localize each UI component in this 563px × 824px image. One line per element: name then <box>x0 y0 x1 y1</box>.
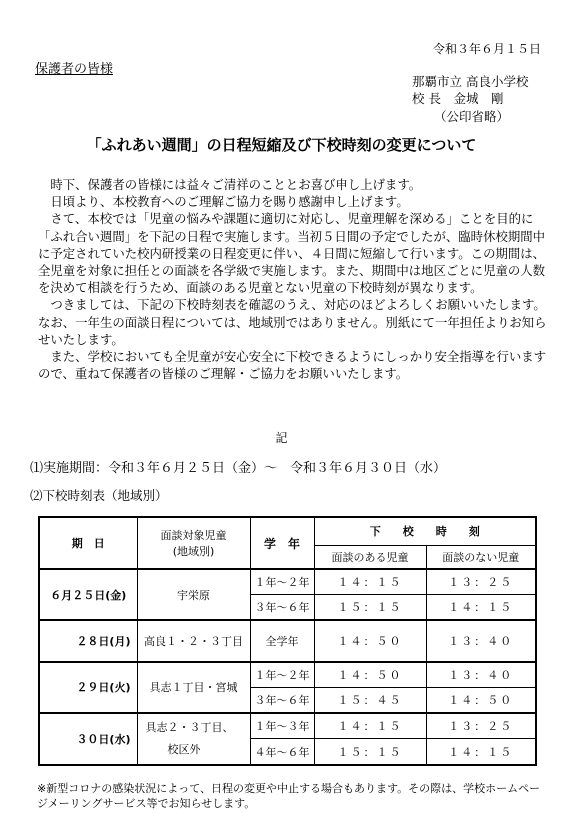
time-with: １４：１５ <box>314 569 426 594</box>
time-with: １５：４５ <box>314 687 426 712</box>
time-with: １４：５０ <box>314 662 426 687</box>
row-grade: １年～２年 <box>250 662 314 687</box>
time-with: １４：１５ <box>314 713 426 739</box>
header-without-interview: 面談のない児童 <box>426 545 536 569</box>
dismissal-schedule-table <box>38 516 537 766</box>
time-without: １３：２５ <box>426 713 536 739</box>
row-date: ２８日(月) <box>39 620 137 662</box>
time-with: １５：１５ <box>314 739 426 765</box>
body-paragraph: 時下、保護者の皆様には益々ご清祥のこととお喜び申し上げます。 <box>50 177 422 192</box>
footnote: ※新型コロナの感染状況によって、日程の変更や中止する場合もあります。その際は、学校ホームページメーリングサービス等でお知らせします。 <box>37 782 541 810</box>
body-paragraph: 日頃より、本校教育へのご理解ご協力を賜り感謝申し上げます。 <box>50 194 409 210</box>
time-without: １４：５０ <box>426 687 536 712</box>
row-area: 高良１・２・３丁目 <box>137 620 250 662</box>
header-target-label: 面談対象児童 <box>160 529 227 543</box>
header-target-sub: (地域別) <box>172 545 215 559</box>
row-grade: 全学年 <box>250 620 314 662</box>
row-area: 具志１丁目・宮城 <box>137 662 250 712</box>
time-with: １５：１５ <box>314 595 426 620</box>
row-area-line: 具志２・３丁目、 <box>145 720 234 734</box>
body-paragraph: つきましては、下記の下校時刻表を確認のうえ、対応のほどよろしくお願いいたします。なお、一年生の面談日程については、地域別ではありません。別紙にて一年担任よりお知らせいたします。 <box>38 297 547 347</box>
row-area <box>137 713 250 765</box>
row-area: 宇栄原 <box>137 569 250 619</box>
time-without: １４：１５ <box>426 595 536 620</box>
row-area-line: 校区外 <box>167 742 201 756</box>
row-date: ６月２５日(金) <box>39 569 137 619</box>
header-target <box>137 517 250 569</box>
row-date: ３０日(水) <box>39 713 137 765</box>
row-date: ２９日(火) <box>39 662 137 712</box>
row-grade: ３年～６年 <box>250 687 314 712</box>
addressee: 保護者の皆様 <box>35 62 114 77</box>
row-grade: １年～２年 <box>250 569 314 594</box>
document-title: 「ふれあい週間」の日程短縮及び下校時刻の変更について <box>86 136 477 154</box>
body-paragraph: また、学校においても全児童が安心安全に下校できるようにしっかり安全指導を行いますので、重ねて保護者の皆様のご理解・ご協力をお願いいたします。 <box>38 349 547 382</box>
school-name: 那覇市立 高良小学校 <box>412 74 529 89</box>
time-without: １３：４０ <box>426 662 536 687</box>
header-with-interview: 面談のある児童 <box>314 545 426 569</box>
period-item: ⑴実施期間：令和３年６月２５日（金）～ 令和３年６月３０日（水） <box>30 461 447 476</box>
seal-note: （公印省略） <box>434 109 510 124</box>
header-dismissal-time: 下 校 時 刻 <box>314 517 536 545</box>
principal-name: 校 長 金城 剛 <box>412 91 504 106</box>
time-without: １３：４０ <box>426 620 536 662</box>
ki-heading: 記 <box>275 431 288 445</box>
row-grade: ４年～６年 <box>250 739 314 765</box>
schedule-item: ⑵下校時刻表（地域別） <box>30 488 168 503</box>
time-without: １４：１５ <box>426 739 536 765</box>
header-date: 期 日 <box>39 517 137 569</box>
header-grade: 学 年 <box>250 517 314 569</box>
body-text <box>38 176 550 382</box>
row-grade: １年～３年 <box>250 713 314 739</box>
body-paragraph: さて、本校では「児童の悩みや課題に適切に対応し、児童理解を深める」ことを目的に「ふれ合い週間」を下記の日程で実施します。当初５日間の予定でしたが、臨時休校期間中に予定されていた校内研授業の日程変更に伴い、４日間に短縮して行います。この期間は、全児童を対象に担任との面談を各学級で実施します。また、期間中は地区ごとに児童の人数を決めて相談を行うため、面談のある児童とない児童の下校時刻が異なります。 <box>38 211 546 296</box>
time-without: １３：２５ <box>426 569 536 594</box>
document-date: 令和３年６月１５日 <box>432 42 541 56</box>
row-grade: ３年～６年 <box>250 595 314 620</box>
time-with: １４：５０ <box>314 620 426 662</box>
